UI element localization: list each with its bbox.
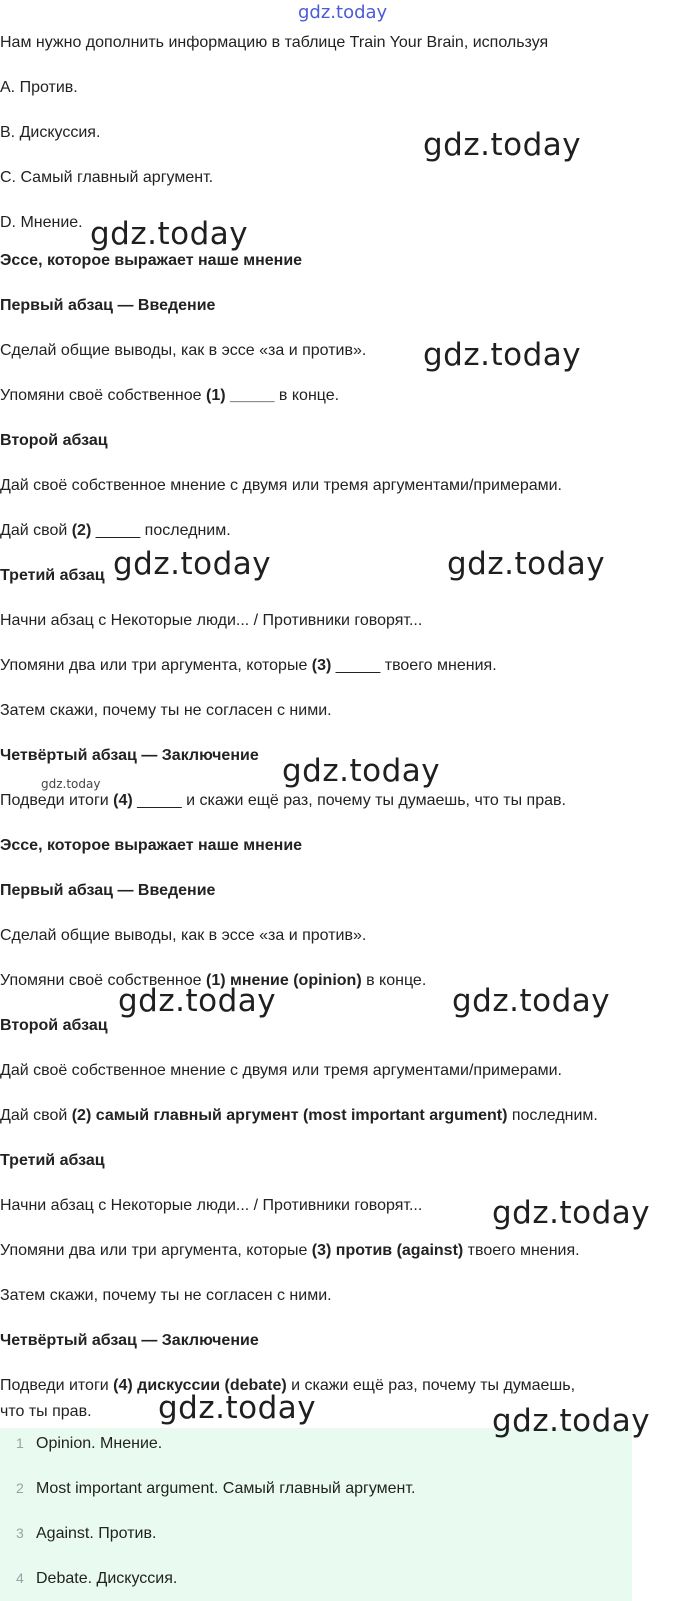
essay2-p4-line1: Подведи итоги (4) дискуссии (debate) и скажи ещё раз, почему ты думаешь,: [0, 1377, 576, 1394]
essay2-title: Эссе, которое выражает наше мнение: [0, 837, 303, 854]
essay2-p4-line2: что ты прав.: [0, 1403, 92, 1420]
answer-item-3: 3 Against. Против.: [16, 1525, 157, 1542]
header-watermark: gdz.today: [298, 2, 388, 23]
answers-box: [0, 1428, 632, 1601]
essay1-p3-title: Третий абзац: [0, 567, 105, 584]
essay1-title: Эссе, которое выражает наше мнение: [0, 252, 303, 269]
essay1-p2-line1: Дай своё собственное мнение с двумя или тремя аргументами/примерами.: [0, 477, 562, 494]
essay2-p3-title: Третий абзац: [0, 1152, 105, 1169]
essay2-p3-line1: Начни абзац с Некоторые люди... / Противники говорят...: [0, 1197, 423, 1214]
essay1-p1-title: Первый абзац — Введение: [0, 297, 216, 314]
essay1-p4-line1: Подведи итоги (4) _____ и скажи ещё раз, почему ты думаешь, что ты прав.: [0, 792, 566, 809]
essay2-p3-line2: Упомяни два или три аргумента, которые (3) против (against) твоего мнения.: [0, 1242, 580, 1259]
essay1-p2-line2: Дай свой (2) _____ последним.: [0, 522, 231, 539]
watermark: gdz.today: [113, 546, 272, 582]
option-a: A. Против.: [0, 79, 78, 96]
option-c: C. Самый главный аргумент.: [0, 169, 214, 186]
watermark: gdz.today: [118, 983, 277, 1019]
essay2-p1-title: Первый абзац — Введение: [0, 882, 216, 899]
essay2-p1-line1: Сделай общие выводы, как в эссе «за и против».: [0, 927, 367, 944]
option-b: B. Дискуссия.: [0, 124, 101, 141]
essay2-p2-line2: Дай свой (2) самый главный аргумент (most important argument) последним.: [0, 1107, 598, 1124]
essay2-p3-line3: Затем скажи, почему ты не согласен с ними.: [0, 1287, 332, 1304]
essay2-p1-line2: Упомяни своё собственное (1) мнение (opinion) в конце.: [0, 972, 427, 989]
essay2-p2-title: Второй абзац: [0, 1017, 108, 1034]
watermark: gdz.today: [423, 337, 582, 373]
essay1-p3-line1: Начни абзац с Некоторые люди... / Противники говорят...: [0, 612, 423, 629]
answer-item-4: 4 Debate. Дискуссия.: [16, 1570, 178, 1587]
essay2-p2-line1: Дай своё собственное мнение с двумя или тремя аргументами/примерами.: [0, 1062, 562, 1079]
answer-item-2: 2 Most important argument. Самый главный аргумент.: [16, 1480, 416, 1497]
watermark: gdz.today: [158, 1390, 317, 1426]
small-watermark: gdz.today: [41, 777, 101, 791]
essay1-p2-title: Второй абзац: [0, 432, 108, 449]
watermark: gdz.today: [282, 753, 441, 789]
watermark: gdz.today: [452, 983, 611, 1019]
watermark: gdz.today: [447, 546, 606, 582]
watermark: gdz.today: [90, 216, 249, 252]
intro-text: Нам нужно дополнить информацию в таблице Train Your Brain, используя: [0, 34, 549, 51]
option-d: D. Мнение.: [0, 214, 83, 231]
essay1-p1-line2: Упомяни своё собственное (1) _____ в конце.: [0, 387, 340, 404]
essay1-p3-line3: Затем скажи, почему ты не согласен с ними.: [0, 702, 332, 719]
answer-item-1: 1 Opinion. Мнение.: [16, 1435, 163, 1452]
watermark: gdz.today: [492, 1195, 651, 1231]
essay1-p4-title: Четвёртый абзац — Заключение: [0, 747, 259, 764]
essay1-p1-line1: Сделай общие выводы, как в эссе «за и против».: [0, 342, 367, 359]
essay1-p3-line2: Упомяни два или три аргумента, которые (3) _____ твоего мнения.: [0, 657, 497, 674]
watermark: gdz.today: [492, 1403, 651, 1439]
essay2-p4-title: Четвёртый абзац — Заключение: [0, 1332, 259, 1349]
watermark: gdz.today: [423, 127, 582, 163]
